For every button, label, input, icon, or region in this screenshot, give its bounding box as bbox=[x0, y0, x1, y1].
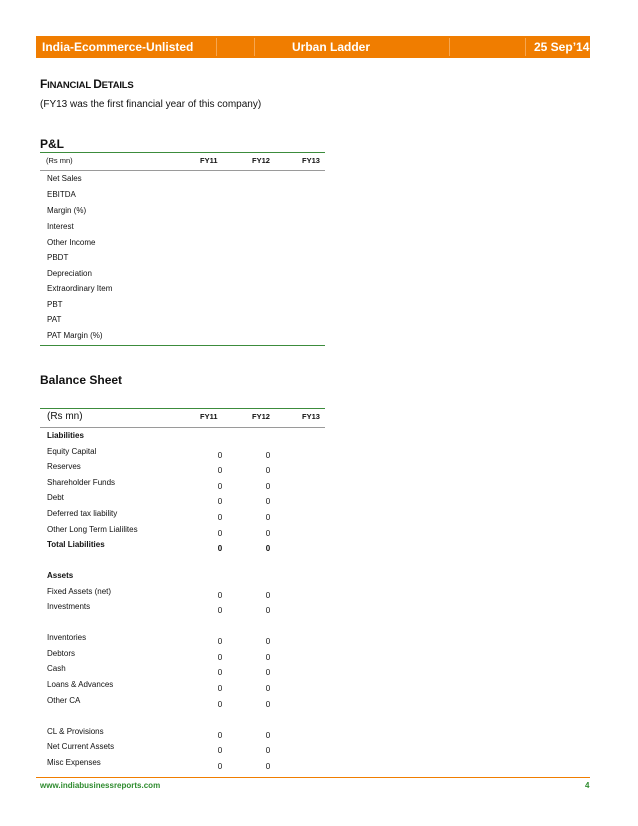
bs-value-fy11: 0 bbox=[217, 451, 223, 460]
pl-row-label: Depreciation bbox=[47, 269, 92, 278]
pl-unit: (Rs mn) bbox=[46, 156, 73, 165]
pl-header-rule bbox=[40, 170, 325, 171]
bs-top-rule bbox=[40, 408, 325, 409]
bs-row-label: Equity Capital bbox=[47, 447, 97, 456]
bs-col-fy12: FY12 bbox=[252, 412, 270, 421]
bs-row-label: CL & Provisions bbox=[47, 727, 104, 736]
bs-value-fy11: 0 bbox=[217, 700, 223, 709]
bs-value-fy12: 0 bbox=[265, 700, 271, 709]
bs-title: Balance Sheet bbox=[40, 373, 123, 387]
bs-value-fy12: 0 bbox=[265, 497, 271, 506]
bs-row-label: Other Long Term Lialilites bbox=[47, 525, 138, 534]
header-divider bbox=[216, 38, 217, 56]
header-divider bbox=[254, 38, 255, 56]
bs-value-fy11: 0 bbox=[217, 637, 223, 646]
bs-row-label: Inventories bbox=[47, 633, 87, 642]
bs-value-fy12: 0 bbox=[265, 451, 271, 460]
bs-value-fy12: 0 bbox=[265, 513, 271, 522]
bs-value-fy11: 0 bbox=[217, 466, 223, 475]
liabilities-heading: Liabilities bbox=[47, 431, 84, 440]
footer-url-link[interactable]: www.indiabusinessreports.com bbox=[40, 781, 161, 790]
bs-value-fy11: 0 bbox=[217, 762, 223, 771]
bs-row-label: Net Current Assets bbox=[47, 742, 115, 751]
pl-row-label: Extraordinary Item bbox=[47, 284, 113, 293]
pl-col-fy11: FY11 bbox=[200, 156, 218, 165]
bs-value-fy12: 0 bbox=[265, 482, 271, 491]
bs-value-fy12: 0 bbox=[265, 637, 271, 646]
pl-title: P&L bbox=[40, 137, 64, 151]
bs-row-label: Loans & Advances bbox=[47, 680, 114, 689]
bs-value-fy11: 0 bbox=[217, 497, 223, 506]
total-liabilities-fy11: 0 bbox=[217, 544, 223, 553]
bs-value-fy11: 0 bbox=[217, 684, 223, 693]
header-date: 25 Sep’14 bbox=[534, 40, 590, 54]
pl-row-label: Net Sales bbox=[47, 174, 82, 183]
pl-row-label: Margin (%) bbox=[47, 206, 87, 215]
footer-rule bbox=[36, 777, 590, 778]
bs-row-label: Investments bbox=[47, 602, 91, 611]
pl-col-fy12: FY12 bbox=[252, 156, 270, 165]
pl-row-label: PAT bbox=[47, 315, 62, 324]
bs-row-label: Fixed Assets (net) bbox=[47, 587, 112, 596]
bs-row-label: Debt bbox=[47, 493, 64, 502]
total-liabilities-fy12: 0 bbox=[265, 544, 271, 553]
bs-value-fy12: 0 bbox=[265, 684, 271, 693]
pl-row-label: Interest bbox=[47, 222, 74, 231]
header-divider bbox=[449, 38, 450, 56]
bs-value-fy12: 0 bbox=[265, 731, 271, 740]
bs-value-fy12: 0 bbox=[265, 746, 271, 755]
bs-value-fy12: 0 bbox=[265, 668, 271, 677]
bs-row-label: Deferred tax liability bbox=[47, 509, 118, 518]
bs-row-label: Cash bbox=[47, 664, 66, 673]
bs-value-fy12: 0 bbox=[265, 529, 271, 538]
header-divider bbox=[525, 38, 526, 56]
bs-row-label: Reserves bbox=[47, 462, 81, 471]
pl-row-label: PAT Margin (%) bbox=[47, 331, 103, 340]
bs-value-fy12: 0 bbox=[265, 653, 271, 662]
bs-value-fy12: 0 bbox=[265, 606, 271, 615]
bs-row-label: Shareholder Funds bbox=[47, 478, 116, 487]
total-liabilities-label: Total Liabilities bbox=[47, 540, 105, 549]
bs-value-fy12: 0 bbox=[265, 762, 271, 771]
bs-col-fy11: FY11 bbox=[200, 412, 218, 421]
bs-row-label: Misc Expenses bbox=[47, 758, 101, 767]
header-bar bbox=[36, 36, 590, 58]
bs-value-fy12: 0 bbox=[265, 591, 271, 600]
bs-unit: (Rs mn) bbox=[47, 411, 83, 422]
pl-top-rule bbox=[40, 152, 325, 153]
bs-row-label: Other CA bbox=[47, 696, 81, 705]
bs-header-rule bbox=[40, 427, 325, 428]
bs-value-fy11: 0 bbox=[217, 591, 223, 600]
section-title-financial-details: FINANCIAL DETAILS bbox=[40, 77, 134, 91]
bs-value-fy11: 0 bbox=[217, 606, 223, 615]
bs-col-fy13: FY13 bbox=[302, 412, 320, 421]
pl-row-label: PBT bbox=[47, 300, 63, 309]
bs-value-fy11: 0 bbox=[217, 668, 223, 677]
bs-value-fy12: 0 bbox=[265, 466, 271, 475]
pl-row-label: PBDT bbox=[47, 253, 69, 262]
pl-col-fy13: FY13 bbox=[302, 156, 320, 165]
bs-row-label: Debtors bbox=[47, 649, 76, 658]
page-number: 4 bbox=[585, 781, 590, 790]
pl-row-label: Other Income bbox=[47, 238, 96, 247]
bs-value-fy11: 0 bbox=[217, 746, 223, 755]
pl-bottom-rule bbox=[40, 345, 325, 346]
pl-row-label: EBITDA bbox=[47, 190, 76, 199]
bs-value-fy11: 0 bbox=[217, 529, 223, 538]
header-company: Urban Ladder bbox=[292, 40, 371, 54]
bs-value-fy11: 0 bbox=[217, 653, 223, 662]
bs-value-fy11: 0 bbox=[217, 482, 223, 491]
assets-heading: Assets bbox=[47, 571, 74, 580]
header-category: India-Ecommerce-Unlisted bbox=[42, 40, 194, 54]
bs-value-fy11: 0 bbox=[217, 513, 223, 522]
bs-value-fy11: 0 bbox=[217, 731, 223, 740]
financial-note: (FY13 was the first financial year of this company) bbox=[40, 99, 262, 110]
